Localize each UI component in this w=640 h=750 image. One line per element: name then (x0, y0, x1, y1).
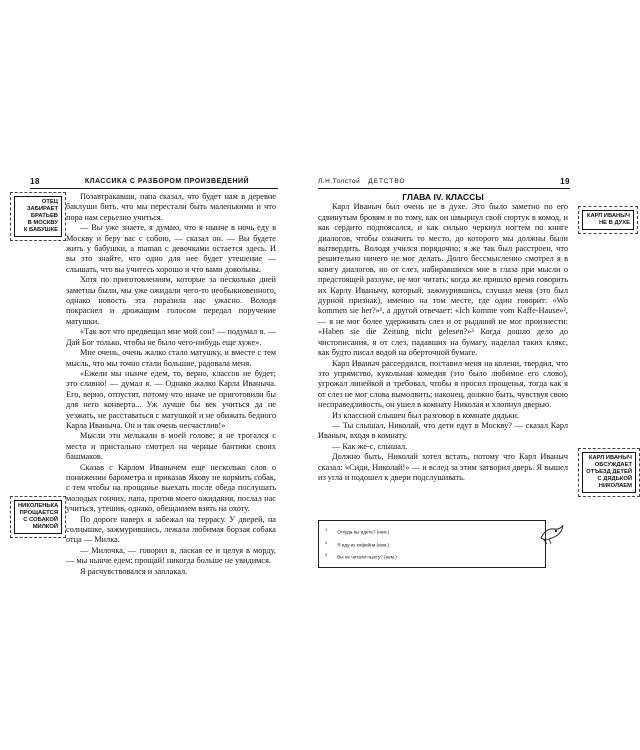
left-body-text (66, 192, 276, 577)
right-body-text (318, 192, 568, 483)
margin-note-karl-bad-mood: КАРЛ ИВАНЫЧ НЕ В ДУХЕ (582, 210, 634, 230)
paragraph: «Ежели мы нынче едем, то, верно, классов не будет; это славно! — думал я. — Однако жалко Карла Иваныча. Его, верно, отпустят, потому что иначе не приготовили бы для него конверта... Уж лучше бы век учиться да не уезжать, не расставаться с матушкой и не обижать бедного Карла Иваныча. Он и так очень несчастлив!» (66, 368, 276, 430)
right-header-book: ДЕТСТВО (368, 177, 406, 185)
chapter-title: ГЛАВА IV. КЛАССЫ (402, 192, 484, 202)
paragraph: Сказав с Карлом Иванычем еще несколько слов о понижении барометра и приказав Якову не кормить собак, с тем чтобы на прощанье выехать после обеда послушать молодых гончих, папа, против моего ожидания, послал нас учиться, утешив, однако, обещанием взять на охоту. (66, 462, 276, 514)
left-header-title: КЛАССИКА С РАЗБОРОМ ПРОИЗВЕДЕНИЙ (84, 177, 250, 185)
paragraph: — Милочка, — говорил я, лаская ее и целуя в морду, — мы нынче едем: прощай! никогда больше не увидимся. (66, 545, 276, 566)
footnote: $^3$Вы не читали газету? (нем.) (325, 552, 397, 560)
left-page-number: 18 (30, 176, 40, 186)
paragraph: Мысли эти мелькали в моей голове; я не трогался с места и пристально смотрел на черные бантики своих башмаков. (66, 431, 276, 462)
paragraph: — Вы уже знаете, я думаю, что я нынче в ночь еду в Москву и беру вас с собою, — сказал он. — Вы будете жить у бабушки, а maman с девочками остается здесь. И вы это знайте, что одно для нее будет утешение — слышать, что вы учитесь хорошо и что вами довольны. (66, 223, 276, 274)
footnote: $^1$Откуда вы идете? (нем.) (325, 527, 390, 535)
paragraph: «Так вот что предвещал мне мой сон! — подумал я. — Дай Бог только, чтобы не было чего-нибудь еще хуже». (66, 327, 276, 347)
paragraph: Мне очень, очень жалко стало матушку, и вместе с тем мысль, что мы точно стали большие, радовала меня. (66, 348, 276, 368)
left-page (0, 0, 300, 750)
footnotes-box (318, 520, 546, 568)
footnote: $^2$Я иду из кофейни (нем.) (325, 539, 390, 548)
margin-note-father-takes-brothers: ОТЕЦ ЗАБИРАЕТ БРАТЬЕВ В МОСКВУ К БАБУШКЕ (14, 196, 62, 237)
left-running-header (30, 174, 278, 189)
paragraph: — Как же-с, слышал. (332, 441, 408, 451)
paragraph: Из классной слышен был разговор в комнате дядьки. (332, 410, 520, 420)
right-running-header (318, 174, 570, 189)
right-page (300, 0, 632, 750)
margin-note-farewell-milka: НИКОЛЕНЬКА ПРОЩАЕТСЯ С СОБАКОЙ МИЛКОЙ (14, 500, 62, 534)
paragraph: — Ты слышал, Николай, что дети едут в Москву? — сказал Карл Иваныч, входя в комнату. (318, 420, 568, 441)
right-header-author: Л.Н.Толстой (318, 177, 361, 185)
right-page-number: 19 (560, 176, 570, 186)
paragraph: По дороге наверх я забежал на террасу. У дверей, на солнышке, зажмурившись, лежала любимая борзая собака отца — Милка. (66, 514, 276, 545)
paragraph: Карл Иваныч рассердился, поставил меня на колени, твердил, что это упрямство, кукольная комедия (это было любимое его слово), угрожал линейкой и требовал, чтобы я просил прощенья, тогда как я от слез не мог слова вымолвить; наконец, должно быть, чувствуя свою несправедливость, он ушел в комнату Николая и хлопнул дверью. (318, 358, 568, 410)
paragraph: Должно быть, Николай хотел встать, потому что Карл Иваныч сказал: «Сиди, Николай!» — и вслед за этим затворил дверь. Я вышел из угла и подошел к двери подслушивать. (318, 452, 568, 482)
paragraph: Хотя по приготовлениям, которые за несколько дней заметны были, мы уже ожидали чего-то необыкновенного, однако новость эта поразила нас ужасно. Володя покраснел и дрожащим голосом передал поручение матушки. (66, 275, 276, 326)
bird-illustration-icon (538, 520, 566, 546)
paragraph: Я расчувствовался и заплакал. (80, 566, 188, 576)
margin-note-karl-discusses-departure: КАРЛ ИВАНЫЧ ОБСУЖДАЕТ ОТЪЕЗД ДЕТЕЙ С ДЯДЬКОЙ НИКОЛАЕМ (582, 452, 636, 493)
paragraph: Карл Иваныч был очень не в духе. Это было заметно по его сдвинутым бровям и по тому, как он швырнул свой сюртук в комод, и как сердито подпоясался, и как сильно черкнул ногтем по книге диалогов, чтобы означить то место, до которого мы должны были вытвердить. Володя учился порядочно; я же так был расстроен, что решительно ничего не мог делать. Долго бессмысленно смотрел я в книгу диалогов, но от слез, набиравшихся мне в глаза при мысли о предстоящей разлуке, не мог читать; когда же пришло время говорить их Карлу Иванычу, который, зажмурившись, слушал меня (это был дурной признак), именно на том месте, где один говорит: «Wo kommen sie her?»¹, а другой отвечает: «Ich komme vom Kaffe-Hause»², — я не мог более удерживать слез и от рыданий не мог произнести: «Haben sie die Zeitung nicht gelesen?»³ Когда дошло дело до чистописания, я от слез, падавших на бумагу, наделал таких клякс, как будто писал водой на оберточной бумаге. (318, 202, 568, 358)
paragraph: Позавтракавши, папа сказал, что будет нам в деревне баклуши бить, что мы перестали быть маленькими и что пора нам серьезно учиться. (66, 192, 276, 222)
